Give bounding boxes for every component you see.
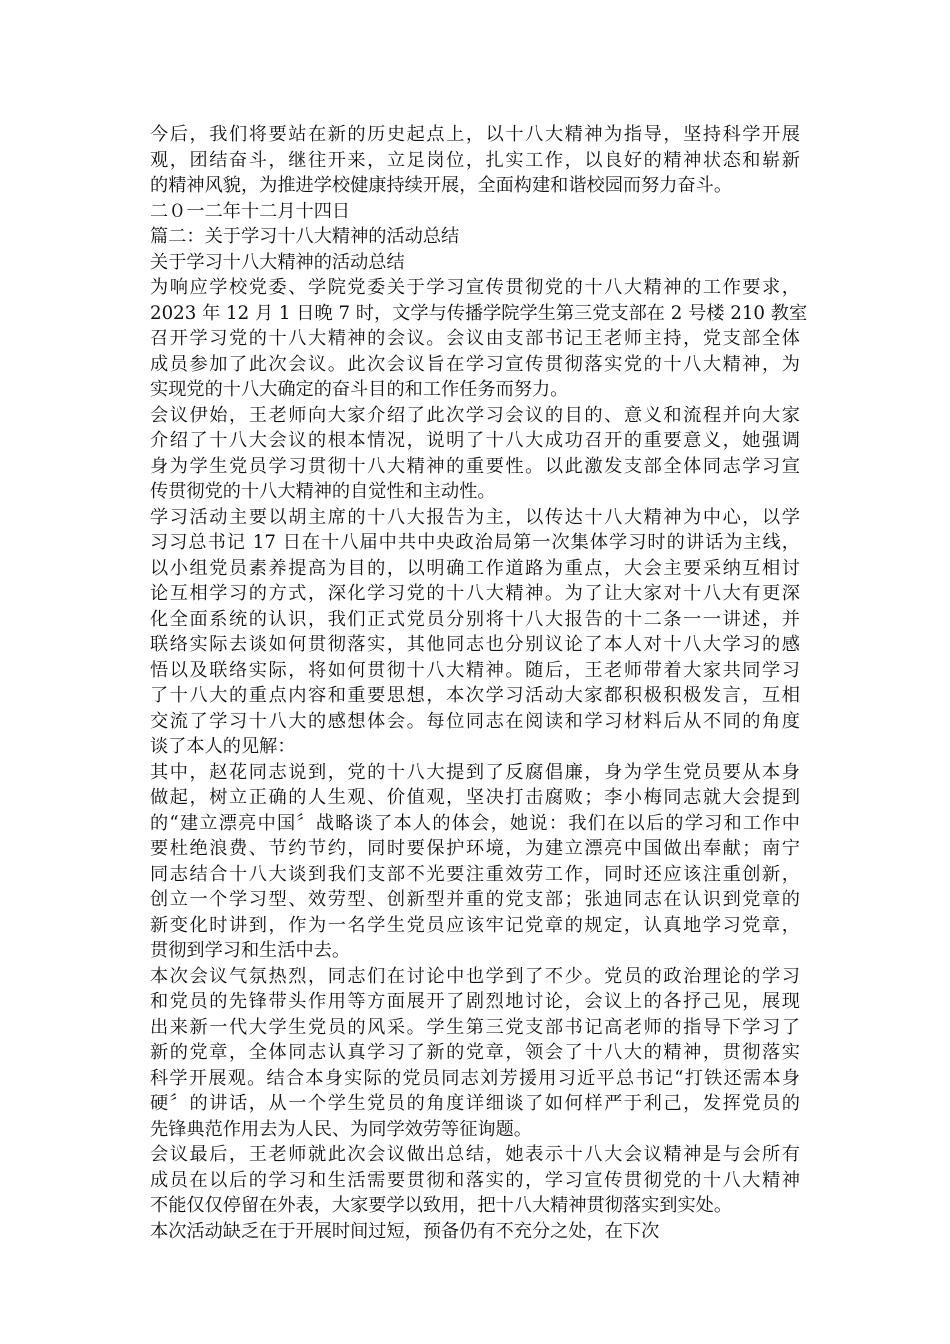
text-line: 本次会议气氛热烈，同志们在讨论中也学到了不少。党员的政治理论的学习 [150, 965, 800, 987]
text-line: 新的党章，全体同志认真学习了新的党章，领会了十八大的精神，贯彻落实 [150, 1042, 800, 1063]
text-line: 成员在以后的学习和生活需要贯彻和落实的，学习宣传贯彻党的十八大精神 [150, 1169, 800, 1191]
text-line: 本次活动缺乏在于开展时间过短，预备仍有不充分之处，在下次 [150, 1220, 660, 1242]
text-line: 硬〞的讲话，从一个学生党员的角度详细谈了如何样严于利己，发挥党员的 [150, 1093, 800, 1114]
text-line: 观，团结奋斗，继往开来，立足岗位，扎实工作，以良好的精神状态和崭新 [150, 149, 800, 171]
text-line: 传贯彻党的十八大精神的自觉性和主动性。 [150, 481, 496, 502]
text-line: 会议最后，王老师就此次会议做出总结，她表示十八大会议精神是与会所有 [150, 1144, 800, 1165]
text-line: 谈了本人的见解： [150, 736, 296, 757]
text-line: 会议伊始，王老师向大家介绍了此次学习会议的目的、意义和流程并向大家 [150, 404, 800, 426]
text-line: 创立一个学习型、效劳型、创新型并重的党支部；张迪同志在认识到党章的 [150, 889, 800, 910]
text-line: 篇二：关于学习十八大精神的活动总结 [150, 226, 460, 247]
text-line: 为响应学校党委、学院党委关于学习宣传贯彻党的十八大精神的工作要求， [150, 277, 800, 298]
text-line: 2023 年 12 月 1 日晚 7 时，文学与传播学院学生第三党支部在 2 号楼 210 教室 [150, 302, 808, 324]
text-line: 实现党的十八大确定的奋斗目的和工作任务而努力。 [150, 379, 569, 400]
text-line: 成员参加了此次会议。此次会议旨在学习宣传贯彻落实党的十八大精神，为 [150, 353, 800, 375]
text-line: 身为学生党员学习贯彻十八大精神的重要性。以此激发支部全体同志学习宣 [150, 455, 800, 477]
text-line: 做起，树立正确的人生观、价值观，坚决打击腐败；李小梅同志就大会提到 [150, 787, 800, 808]
text-line: 学习活动主要以胡主席的十八大报告为主，以传达十八大精神为中心，以学 [150, 506, 800, 528]
text-line: 的精神风貌，为推进学校健康持续开展，全面构建和谐校园而努力奋斗。 [150, 175, 733, 196]
text-line: 要杜绝浪费、节约节约，同时要保护环境，为建立漂亮中国做出奉献；南宁 [150, 838, 800, 859]
text-line: 的“建立漂亮中国〞战略谈了本人的体会，她说：我们在以后的学习和工作中 [150, 812, 800, 834]
text-line: 今后，我们将要站在新的历史起点上，以十八大精神为指导，坚持科学开展 [150, 124, 800, 145]
text-line: 不能仅仅停留在外表，大家要学以致用，把十八大精神贯彻落实到实处。 [150, 1195, 733, 1216]
text-line: 其中，赵花同志说到，党的十八大提到了反腐倡廉，身为学生党员要从本身 [150, 761, 800, 783]
text-line: 召开学习党的十八大精神的会议。会议由支部书记王老师主持，党支部全体 [150, 328, 800, 349]
text-line: 出来新一代大学生党员的风采。学生第三党支部书记高老师的指导下学习了 [150, 1016, 800, 1038]
text-line: 以小组党员素养提高为目的，以明确工作道路为重点，大会主要采纳互相讨 [150, 557, 800, 579]
text-line: 论互相学习的方式，深化学习党的十八大精神。为了让大家对十八大有更深 [150, 583, 800, 604]
text-line: 了十八大的重点内容和重要思想，本次学习活动大家都积极积极发言，互相 [150, 685, 800, 706]
text-line: 先锋典范作用去为人民、为同学效劳等征询题。 [150, 1118, 532, 1140]
text-line: 悟以及联络实际，将如何贯彻十八大精神。随后，王老师带着大家共同学习 [150, 659, 800, 681]
text-line: 新变化时讲到，作为一名学生党员应该牢记党章的规定，认真地学习党章， [150, 914, 800, 936]
text-line: 同志结合十八大谈到我们支部不光要注重效劳工作，同时还应该注重创新， [150, 863, 800, 885]
text-line: 习习总书记 17 日在十八届中共中央政治局第一次集体学习时的讲话为主线， [150, 532, 800, 553]
text-line: 科学开展观。结合本身实际的党员同志刘芳援用习近平总书记“打铁还需本身 [150, 1067, 800, 1089]
text-line: 关于学习十八大精神的活动总结 [150, 251, 405, 273]
text-line: 联络实际去谈如何贯彻落实，其他同志也分别议论了本人对十八大学习的感 [150, 634, 800, 655]
text-line: 贯彻到学习和生活中去。 [150, 940, 351, 961]
text-line: 和党员的先锋带头作用等方面展开了剧烈地讨论，会议上的各抒己见，展现 [150, 991, 800, 1012]
text-line: 化全面系统的认识，我们正式党员分别将十八大报告的十二条一一讲述，并 [150, 608, 800, 630]
text-line: 介绍了十八大会议的根本情况，说明了十八大成功召开的重要意义，她强调 [150, 430, 800, 451]
document-body [150, 122, 808, 1244]
text-line: 二０一二年十二月十四日 [150, 200, 351, 222]
text-line: 交流了学习十八大的感想体会。每位同志在阅读和学习材料后从不同的角度 [150, 710, 800, 732]
